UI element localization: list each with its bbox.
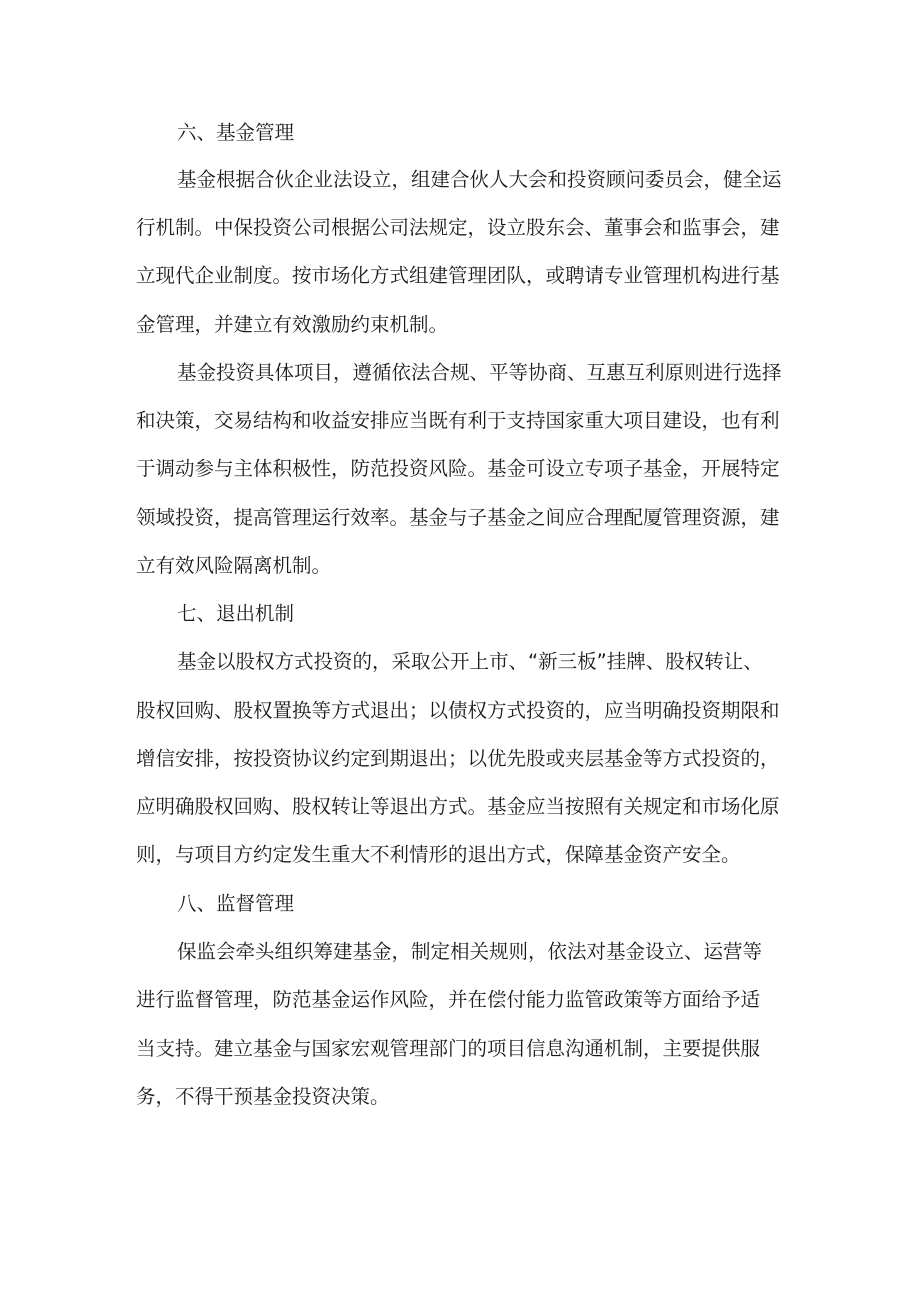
paragraph-line: 保监会牵头组织筹建基金，制定相关规则，依法对基金设立、运营等 [177, 940, 763, 963]
paragraph-line: 应明确股权回购、股权转让等退出方式。基金应当按照有关规定和市场化原 [136, 795, 780, 818]
paragraph-line: 立现代企业制度。按市场化方式组建管理团队，或聘请专业管理机构进行基 [136, 264, 780, 287]
paragraph-line: 进行监督管理，防范基金运作风险，并在偿付能力监管政策等方面给予适 [136, 988, 761, 1011]
paragraph-line: 和决策，交易结构和收益安排应当既有利于支持国家重大项目建设，也有利 [136, 409, 780, 432]
paragraph-line: 基金根据合伙企业法设立，组建合伙人大会和投资顾问委员会，健全运 [177, 168, 782, 191]
paragraph-line: 领域投资，提高管理运行效率。基金与子基金之间应合理配厦管理资源，建 [136, 506, 780, 529]
paragraph-line: 增信安排，按投资协议约定到期退出；以优先股或夹层基金等方式投资的， [136, 747, 780, 770]
paragraph-line: 基金以股权方式投资的，采取公开上市、“新三板”挂牌、股权转让、 [177, 650, 763, 673]
paragraph-line: 则，与项目方约定发生重大不利情形的退出方式，保障基金资产安全。 [136, 843, 741, 866]
section-heading-fund-management: 六、基金管理 [177, 121, 295, 144]
paragraph-line: 于调动参与主体积极性，防范投资风险。基金可设立专项子基金，开展特定 [136, 457, 780, 480]
paragraph-line: 股权回购、股权置换等方式退出；以债权方式投资的，应当明确投资期限和 [136, 699, 780, 722]
paragraph-line: 立有效风险隔离机制。 [136, 554, 332, 577]
paragraph-line: 当支持。建立基金与国家宏观管理部门的项目信息沟通机制，主要提供服 [136, 1037, 761, 1060]
section-heading-exit-mechanism: 七、退出机制 [177, 602, 295, 625]
section-heading-supervision: 八、监督管理 [177, 892, 295, 915]
paragraph-line: 务，不得干预基金投资决策。 [136, 1085, 390, 1108]
paragraph-line: 基金投资具体项目，遵循依法合规、平等协商、互惠互利原则进行选择 [177, 361, 782, 384]
paragraph-line: 行机制。中保投资公司根据公司法规定，设立股东会、董事会和监事会，建 [136, 216, 780, 239]
paragraph-line: 金管理，并建立有效激励约束机制。 [136, 313, 449, 336]
